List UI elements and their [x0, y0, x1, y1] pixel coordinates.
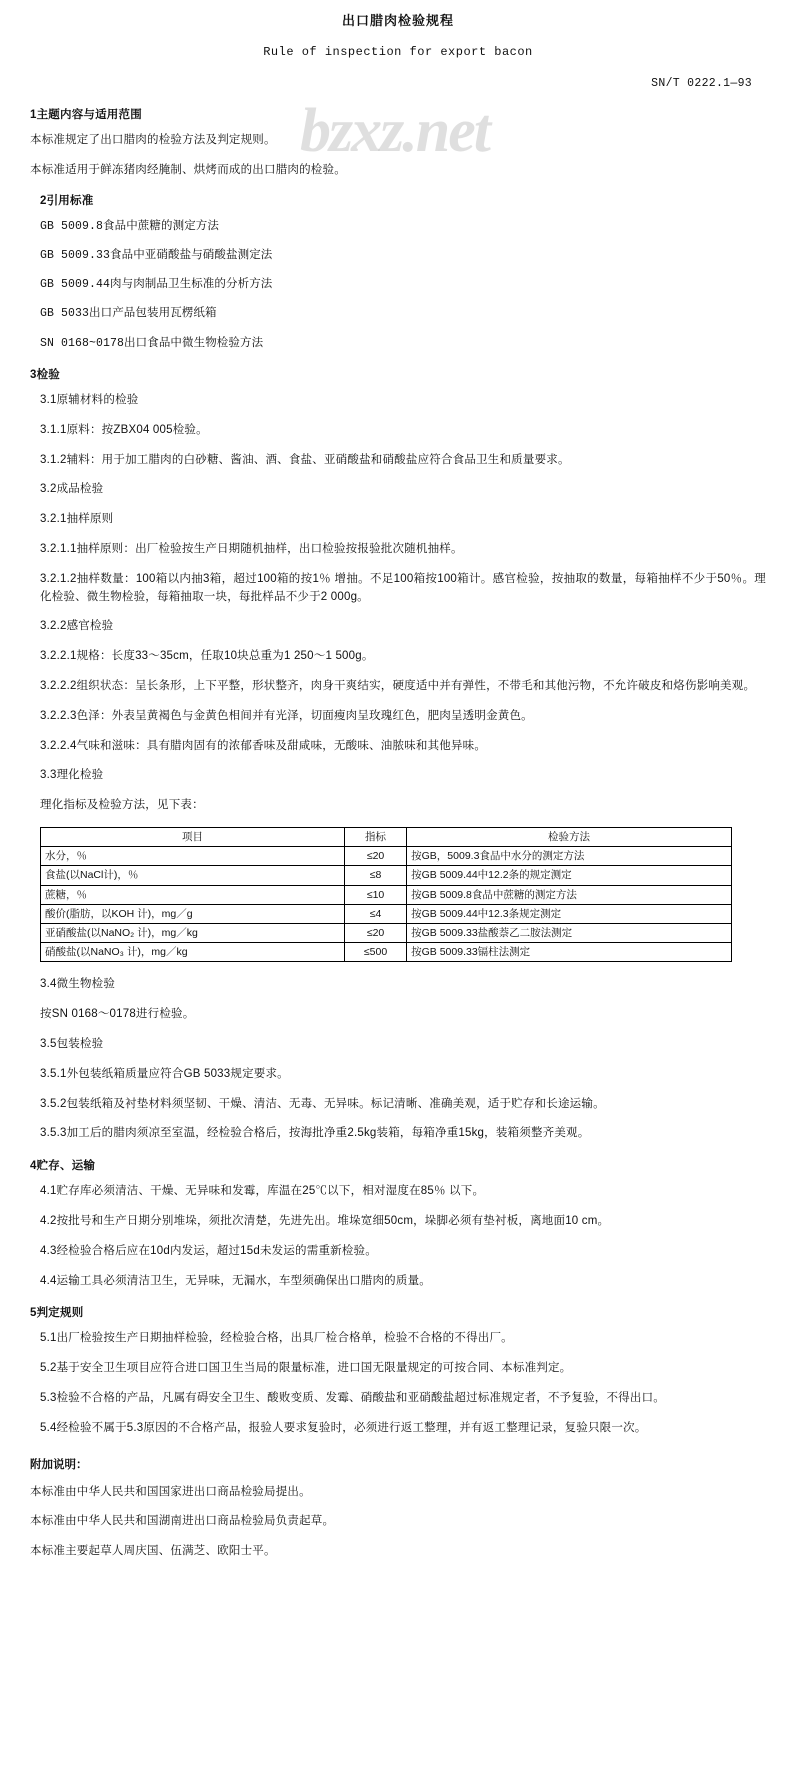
- cell-item: 硝酸盐(以NaNO₃ 计)，mg／kg: [41, 943, 345, 962]
- reference-item: SN 0168~0178出口食品中微生物检验方法: [40, 336, 264, 350]
- cell-method: 按GB 5009.33镉柱法测定: [407, 943, 732, 962]
- paragraph: 3.2成品检验: [40, 483, 104, 496]
- paragraph: 5.2基于安全卫生项目应符合进口国卫生当局的限量标准，进口国无限量规定的可按合同、本标准判定。: [40, 1362, 572, 1375]
- paragraph: 3.2.2.4气味和滋味：具有腊肉固有的浓郁香味及甜咸味，无酸味、油脓味和其他异味。: [40, 739, 487, 752]
- cell-item: 水分，％: [41, 847, 345, 866]
- table-row: [41, 904, 732, 923]
- cell-item: 亚硝酸盐(以NaNO₂ 计)，mg／kg: [41, 923, 345, 942]
- cell-item: 酸价(脂肪，以KOH 计)，mg／g: [41, 904, 345, 923]
- column-header-item: 项目: [41, 828, 345, 847]
- paragraph: 4.1贮存库必须清洁、干燥、无异味和发霉，库温在25℃以下，相对湿度在85％ 以下。: [40, 1185, 485, 1198]
- paragraph: 3.2.2.1规格：长度33～35cm，任取10块总重为1 250～1 500g。: [40, 650, 374, 663]
- cell-target: ≤10: [344, 885, 406, 904]
- cell-target: ≤500: [344, 943, 406, 962]
- paragraph: 本标准规定了出口腊肉的检验方法及判定规则。: [30, 134, 276, 146]
- paragraph: 5.3检验不合格的产品，凡属有碍安全卫生、酸败变质、发霉、硝酸盐和亚硝酸盐超过标准规定者，不予复验，不得出口。: [40, 1392, 665, 1405]
- section-heading-3: 3检验: [30, 368, 60, 381]
- paragraph: 3.5包装检验: [40, 1037, 104, 1050]
- paragraph: 3.2.1.1抽样原则：出厂检验按生产日期随机抽样，出口检验按报验批次随机抽样。: [40, 542, 463, 555]
- page-subtitle: Rule of inspection for export bacon: [263, 45, 533, 59]
- cell-method: 按GB 5009.33盐酸萘乙二胺法测定: [407, 923, 732, 942]
- section-heading-1: 1主题内容与适用范围: [30, 109, 142, 121]
- section-heading-2: 2引用标准: [40, 194, 94, 207]
- paragraph: 3.5.2包装纸箱及衬垫材料须坚韧、干燥、清洁、无毒、无异味。标记清晰、准确美观，适于贮存和长途运输。: [40, 1097, 605, 1110]
- paragraph: 5.4经检验不属于5.3原因的不合格产品，报验人要求复验时，必须进行返工整理，并有返工整理记录，复验只限一次。: [40, 1421, 647, 1434]
- paragraph: 理化指标及检验方法，见下表：: [40, 799, 204, 812]
- section-heading-5: 5判定规则: [30, 1307, 84, 1320]
- paragraph: 4.4运输工具必须清洁卫生，无异味，无漏水，车型须确保出口腊肉的质量。: [40, 1274, 431, 1287]
- paragraph: 本标准由中华人民共和国湖南进出口商品检验局负责起草。: [30, 1515, 335, 1528]
- paragraph: 按SN 0168～0178进行检验。: [40, 1008, 195, 1021]
- paragraph: 4.3经检验合格后应在10d内发运，超过15d未发运的需重新检验。: [40, 1244, 377, 1257]
- column-header-method: 检验方法: [407, 828, 732, 847]
- paragraph: 本标准由中华人民共和国国家进出口商品检验局提出。: [30, 1485, 311, 1498]
- column-header-target: 指标: [344, 828, 406, 847]
- reference-item: GB 5033出口产品包装用瓦楞纸箱: [40, 307, 217, 321]
- paragraph: 3.2.2.3色泽：外表呈黄褐色与金黄色相间并有光泽，切面瘦肉呈玫瑰红色，肥肉呈透明金黄色。: [40, 709, 533, 722]
- cell-target: ≤20: [344, 847, 406, 866]
- table-row: [41, 943, 732, 962]
- paragraph: 3.1.2辅料：用于加工腊肉的白砂糖、酱油、酒、食盐、亚硝酸盐和硝酸盐应符合食品卫生和质量要求。: [40, 453, 570, 466]
- reference-item: GB 5009.33食品中亚硝酸盐与硝酸盐测定法: [40, 248, 273, 262]
- section-heading-4: 4贮存、运输: [30, 1160, 96, 1173]
- table-row: [41, 885, 732, 904]
- paragraph: 本标准主要起草人周庆国、伍满芝、欧阳士平。: [30, 1545, 276, 1558]
- paragraph: 3.2.2.2组织状态：呈长条形，上下平整，形状整齐，肉身干爽结实，硬度适中并有弹性，不带毛和其他污物，不允许破皮和烙伤影响美观。: [40, 680, 756, 692]
- table-row: [41, 923, 732, 942]
- table-header-row: [41, 828, 732, 847]
- watermark: bzxz.net: [300, 97, 489, 165]
- paragraph: 3.5.1外包装纸箱质量应符合GB 5033规定要求。: [40, 1067, 289, 1080]
- paragraph: 3.3理化检验: [40, 769, 104, 782]
- paragraph: 3.2.1.2抽样数量：100箱以内抽3箱，超过100箱的按1％ 增抽。不足100箱按100箱计。感官检验，按抽取的数量，每箱抽样不少于50％。理化检验、微生物检验，每箱抽取一块，每批样品不少于2 000g。: [40, 572, 766, 603]
- cell-item: 食盐(以NaCl计)，％: [41, 866, 345, 885]
- cell-target: ≤4: [344, 904, 406, 923]
- cell-method: 按GB，5009.3食品中水分的测定方法: [407, 847, 732, 866]
- standard-code: SN/T 0222.1—93: [651, 77, 752, 90]
- table-row: [41, 847, 732, 866]
- paragraph: 3.1.1原料：按ZBX04 005检验。: [40, 423, 208, 436]
- paragraph: 5.1出厂检验按生产日期抽样检验，经检验合格，出具厂检合格单，检验不合格的不得出厂。: [40, 1332, 513, 1345]
- cell-item: 蔗糖，％: [41, 885, 345, 904]
- reference-item: GB 5009.8食品中蔗糖的测定方法: [40, 219, 220, 233]
- cell-method: 按GB 5009.44中12.2条的规定测定: [407, 866, 732, 885]
- paragraph: 3.4微生物检验: [40, 978, 116, 991]
- cell-method: 按GB 5009.8食品中蔗糖的测定方法: [407, 885, 732, 904]
- paragraph: 4.2按批号和生产日期分别堆垛，须批次清楚，先进先出。堆垛宽细50cm，垛脚必须有垫衬板，离地面10 cm。: [40, 1214, 610, 1227]
- paragraph: 3.1原辅材料的检验: [40, 393, 139, 406]
- addendum-heading: 附加说明：: [30, 1458, 88, 1471]
- paragraph: 3.2.2感官检验: [40, 620, 114, 633]
- cell-method: 按GB 5009.44中12.3条规定测定: [407, 904, 732, 923]
- table-row: [41, 866, 732, 885]
- paragraph: 本标准适用于鲜冻猪肉经腌制、烘烤而成的出口腊肉的检验。: [30, 163, 346, 176]
- paragraph: 3.2.1抽样原则: [40, 513, 114, 526]
- spec-table: [40, 827, 732, 962]
- cell-target: ≤8: [344, 866, 406, 885]
- reference-item: GB 5009.44肉与肉制品卫生标准的分析方法: [40, 278, 273, 292]
- cell-target: ≤20: [344, 923, 406, 942]
- paragraph: 3.5.3加工后的腊肉须凉至室温，经检验合格后，按海批净重2.5kg装箱，每箱净重15kg，装箱须整齐美观。: [40, 1127, 590, 1140]
- page-title: 出口腊肉检验规程: [341, 13, 454, 28]
